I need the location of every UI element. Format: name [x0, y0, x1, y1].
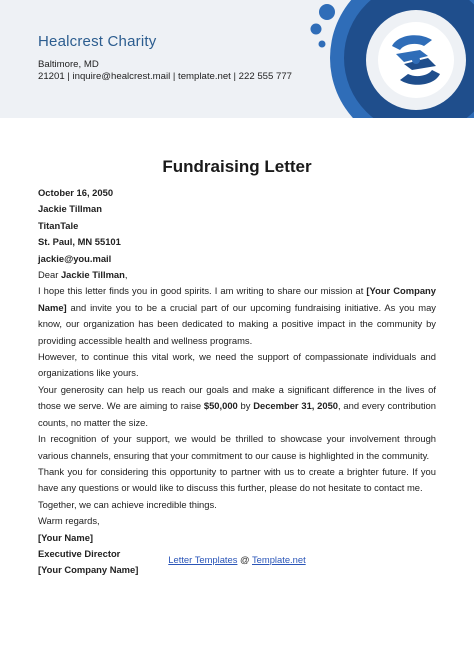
paragraph-thanks: Thank you for considering this opportunity to partner with us to create a brighter future. If you have any questions or would like to discuss this further, please do not hesitate to contact me.: [38, 465, 436, 494]
org-contact: 21201 | inquire@healcrest.mail | template.net | 222 555 777: [38, 71, 293, 82]
dot-decoration: [319, 4, 335, 20]
salutation-name: Jackie Tillman: [60, 269, 125, 281]
paragraph-intro: [38, 283, 436, 349]
salutation-suffix: ,: [124, 269, 128, 281]
paragraph-support: However, to continue this vital work, we need the support of compassionate individuals and organizations like yours.: [38, 351, 436, 379]
letter-date: October 16, 2050: [38, 187, 114, 198]
paragraph-recognition: In recognition of your support, we would be thrilled to showcase your involvement through various channels, ensuring that your commitment to our cause is highlighted in the community.: [38, 433, 436, 461]
company-placeholder: [Your Company Name]: [38, 285, 436, 313]
paragraph-goal: [38, 382, 436, 431]
recipient-company: TitanTale: [38, 219, 79, 231]
signature-title: Executive Director: [38, 547, 121, 559]
recipient-email: jackie@you.mail: [38, 252, 112, 264]
paragraph-text: , and every contribution counts, no matter the size.: [38, 400, 436, 428]
dot-decoration: [311, 24, 322, 35]
letter-title: Fundraising Letter: [162, 157, 312, 176]
paragraph-text: I hope this letter finds you in good spirits. I am writing to share our mission at: [38, 285, 367, 297]
salutation: [38, 267, 436, 283]
signature-name: [Your Name]: [38, 531, 94, 543]
paragraph-text: and invite you to be a crucial part of our upcoming fundraising initiative. As you may know, our organization has been dedicated to making a positive impact in the community by providing accessible health and wellness programs.: [38, 301, 436, 346]
recipient-name: Jackie Tillman: [38, 203, 102, 215]
letter-body: [38, 185, 436, 579]
paragraph-text: Your generosity can help us reach our goals and make a significant difference in the lives of those we serve. We are aiming to raise: [38, 383, 436, 412]
paragraph-together: Together, we can achieve incredible things.: [38, 498, 217, 510]
salutation-prefix: Dear: [38, 269, 61, 281]
goal-deadline: December 31, 2050: [253, 400, 339, 412]
footer: [0, 554, 474, 565]
signature-company: [Your Company Name]: [38, 564, 139, 576]
recipient-city: St. Paul, MN 55101: [38, 236, 121, 248]
template-net-link[interactable]: Template.net: [252, 554, 306, 565]
org-city: Baltimore, MD: [38, 59, 99, 70]
dot-decoration: [319, 41, 326, 48]
paragraph-text: by: [237, 400, 254, 412]
letter-templates-link[interactable]: Letter Templates: [168, 554, 238, 565]
footer-separator: @: [237, 554, 252, 565]
closing: Warm regards,: [38, 515, 100, 527]
header-decoration: [0, 0, 474, 118]
goal-amount: $50,000: [203, 400, 238, 412]
letterhead: [0, 0, 474, 118]
org-name: Healcrest Charity: [38, 33, 157, 50]
